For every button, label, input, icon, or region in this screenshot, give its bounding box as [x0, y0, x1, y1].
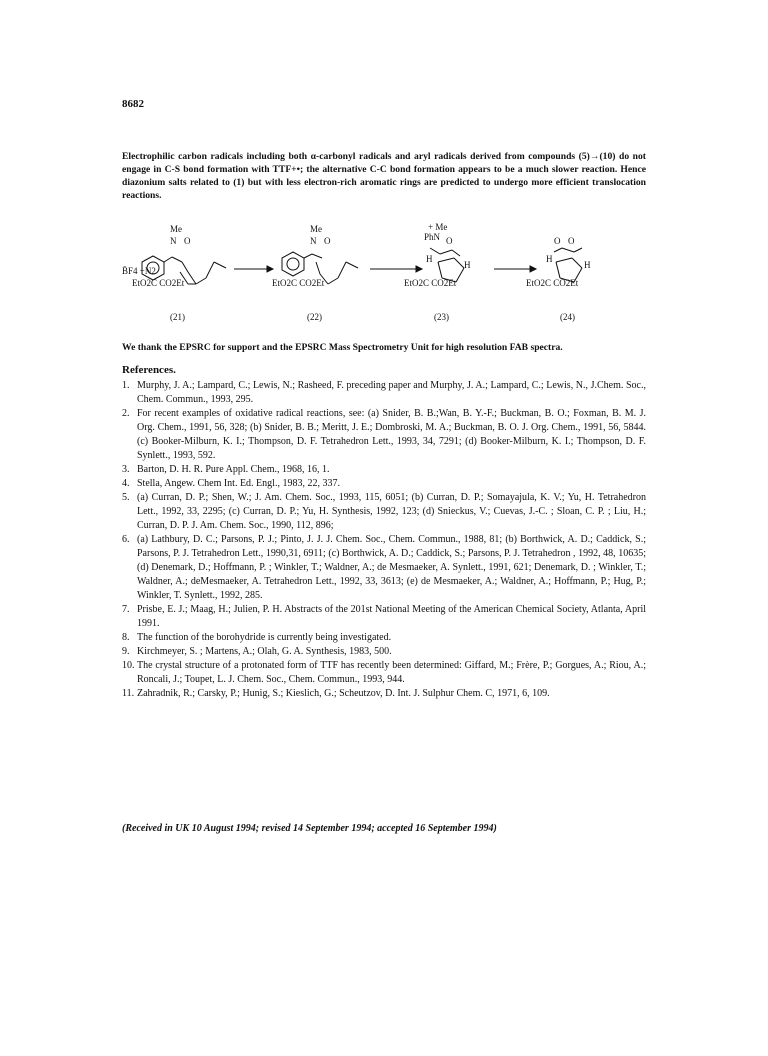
c23-me: + Me: [428, 222, 448, 232]
reference-item: [122, 603, 646, 631]
c23-h1: H: [426, 254, 433, 264]
reference-text: The function of the borohydride is currently being investigated.: [137, 632, 392, 643]
c21-salt: B̄F4 +N2: [122, 266, 156, 276]
c24-o2: O: [568, 236, 575, 246]
reference-number: 10.: [122, 660, 135, 671]
reference-item: [122, 659, 646, 687]
c21-ester: EtO2C CO2Et: [132, 278, 185, 288]
c24-label: (24): [560, 312, 575, 322]
c23-ester: EtO2C CO2Et: [404, 278, 457, 288]
reference-number: 1.: [122, 380, 130, 391]
c22-me: Me: [310, 224, 322, 234]
reference-text: Prisbe, E. J.; Maag, H.; Julien, P. H. Abstracts of the 201st National Meeting of the American Chemical Society, Atlanta, April 1991.: [137, 604, 646, 629]
reference-text: The crystal structure of a protonated form of TTF has recently been determined: Giffard, M.; Frère, P.; Gorgues, A.; Riou, A.; Roncali, J.; Toupet, L. J. Chem. Soc., Chem. Commun., 1993, 944.: [137, 660, 646, 685]
c22-o: O: [324, 236, 331, 246]
reference-number: 8.: [122, 632, 130, 643]
references-list: [122, 379, 646, 701]
c22-ester: EtO2C CO2Et: [272, 278, 325, 288]
compound-23-structure: [430, 248, 464, 282]
reference-item: [122, 645, 646, 659]
c21-me: Me: [170, 224, 182, 234]
c21-o: O: [184, 236, 191, 246]
reference-text: (a) Curran, D. P.; Shen, W.; J. Am. Chem. Soc., 1993, 115, 6051; (b) Curran, D. P.; Somayajula, K. V.; Yu, H. Tetrahedron Lett., 1992, 33, 2295; (c) Curran, D. P.; Yu, H. Synthesis, 1992, 123; (d) Snieckus, V.; Cuevas, J.-C. ; Sloan, C. P. ; Liu, H.; Curran, D. P. J. Am. Chem. Soc., 1990, 112, 896;: [137, 492, 646, 531]
c24-o1: O: [554, 236, 561, 246]
reference-number: 4.: [122, 478, 130, 489]
reference-number: 9.: [122, 646, 130, 657]
c24-ester: EtO2C CO2Et: [526, 278, 579, 288]
reference-item: [122, 477, 646, 491]
page-number: 8682: [122, 98, 144, 110]
reference-text: Barton, D. H. R. Pure Appl. Chem., 1968, 16, 1.: [137, 464, 330, 475]
received-dates: (Received in UK 10 August 1994; revised 14 September 1994; accepted 16 September 1994): [122, 823, 497, 834]
reference-text: Stella, Angew. Chem Int. Ed. Engl., 1983, 22, 337.: [137, 478, 340, 489]
reference-text: For recent examples of oxidative radical reactions, see: (a) Snider, B. B.;Wan, B. Y.-F.; Buckman, B. O.; Foxman, B. M. J. Org. Chem., 1991, 56, 328; (b) Snider, B. B.; Meritt, J. E.; Dombroski, M. A.; Buckman, B. O. J. Org. Chem., 1991, 56, 5844. (c) Booker-Milburn, K. I.; Thompson, D. F. Tetrahedron Lett., 1993, 34, 7291; (d) Booker-Milburn, K. I.; Thompson, D. F. Synlett., 1993, 592.: [137, 408, 646, 461]
reference-number: 5.: [122, 492, 130, 503]
reference-number: 3.: [122, 464, 130, 475]
intro-paragraph: Electrophilic carbon radicals including both α-carbonyl radicals and aryl radicals derived from compounds (5)→(10) do not engage in C-S bond formation with TTF+•; the alternative C-C bond formation appears to be a much slower reaction. Hence diazonium salts related to (1) but with less electron-rich aromatic rings are predicted to undergo more efficient translocation reactions.: [122, 151, 646, 201]
c23-label: (23): [434, 312, 449, 322]
c22-label: (22): [307, 312, 322, 322]
reference-number: 11.: [122, 688, 135, 699]
c24-h2: H: [584, 260, 591, 270]
c23-o: O: [446, 236, 453, 246]
c21-n: N: [170, 236, 177, 246]
reference-item: [122, 407, 646, 463]
c23-h2: H: [464, 260, 471, 270]
reaction-scheme: [122, 222, 646, 322]
reference-number: 2.: [122, 408, 130, 419]
references-heading: References.: [122, 364, 176, 376]
reference-item: [122, 463, 646, 477]
reference-item: [122, 533, 646, 603]
reference-text: Zahradnik, R.; Carsky, P.; Hunig, S.; Kieslich, G.; Scheutzov, D. Int. J. Sulphur Chem. C, 1971, 6, 109.: [137, 688, 550, 699]
c24-h1: H: [546, 254, 553, 264]
reference-number: 6.: [122, 534, 130, 545]
acknowledgement: We thank the EPSRC for support and the EPSRC Mass Spectrometry Unit for high resolution FAB spectra.: [122, 342, 563, 353]
compound-24-structure: [554, 248, 582, 282]
reference-text: Murphy, J. A.; Lampard, C.; Lewis, N.; Rasheed, F. preceding paper and Murphy, J. A.; Lampard, C.; Lewis, N., J.Chem. Soc., Chem. Commun., 1993, 295.: [137, 380, 646, 405]
c22-n: N: [310, 236, 317, 246]
reference-item: [122, 631, 646, 645]
reference-item: [122, 687, 646, 701]
c21-label: (21): [170, 312, 185, 322]
reaction-scheme-drawing: [122, 222, 646, 322]
reference-text: Kirchmeyer, S. ; Martens, A.; Olah, G. A. Synthesis, 1983, 500.: [137, 646, 392, 657]
reference-item: [122, 379, 646, 407]
c23-n: PhN: [424, 232, 441, 242]
reference-item: [122, 491, 646, 533]
reference-text: (a) Lathbury, D. C.; Parsons, P. J.; Pinto, J. J. J. Chem. Soc., Chem. Commun., 1988, 81; (b) Borthwick, A. D.; Caddick, S.; Parsons, P. J. Tetrahedron Lett., 1990,31, 6911; (c) Borthwick, A. D.; Caddick, S.; Parsons, P. J. Tetrahedron , 1992, 48, 10635; (d) Denemark, D.; Hoffmann, P. ; Winkler, T.; Waldner, A.; de Mesmaeker, A. Synlett., 1991, 621; Denemark, D. ; Winkler, T.; Waldner, A.; deMesmaeker, A. Tetrahedron Lett., 1992, 33, 3613; (e) de Mesmaeker, A.; Waldner, A.; Hoffmann, P.; Hug, P.; Winkler, T. Synlett., 1992, 285.: [137, 534, 646, 601]
reference-number: 7.: [122, 604, 130, 615]
